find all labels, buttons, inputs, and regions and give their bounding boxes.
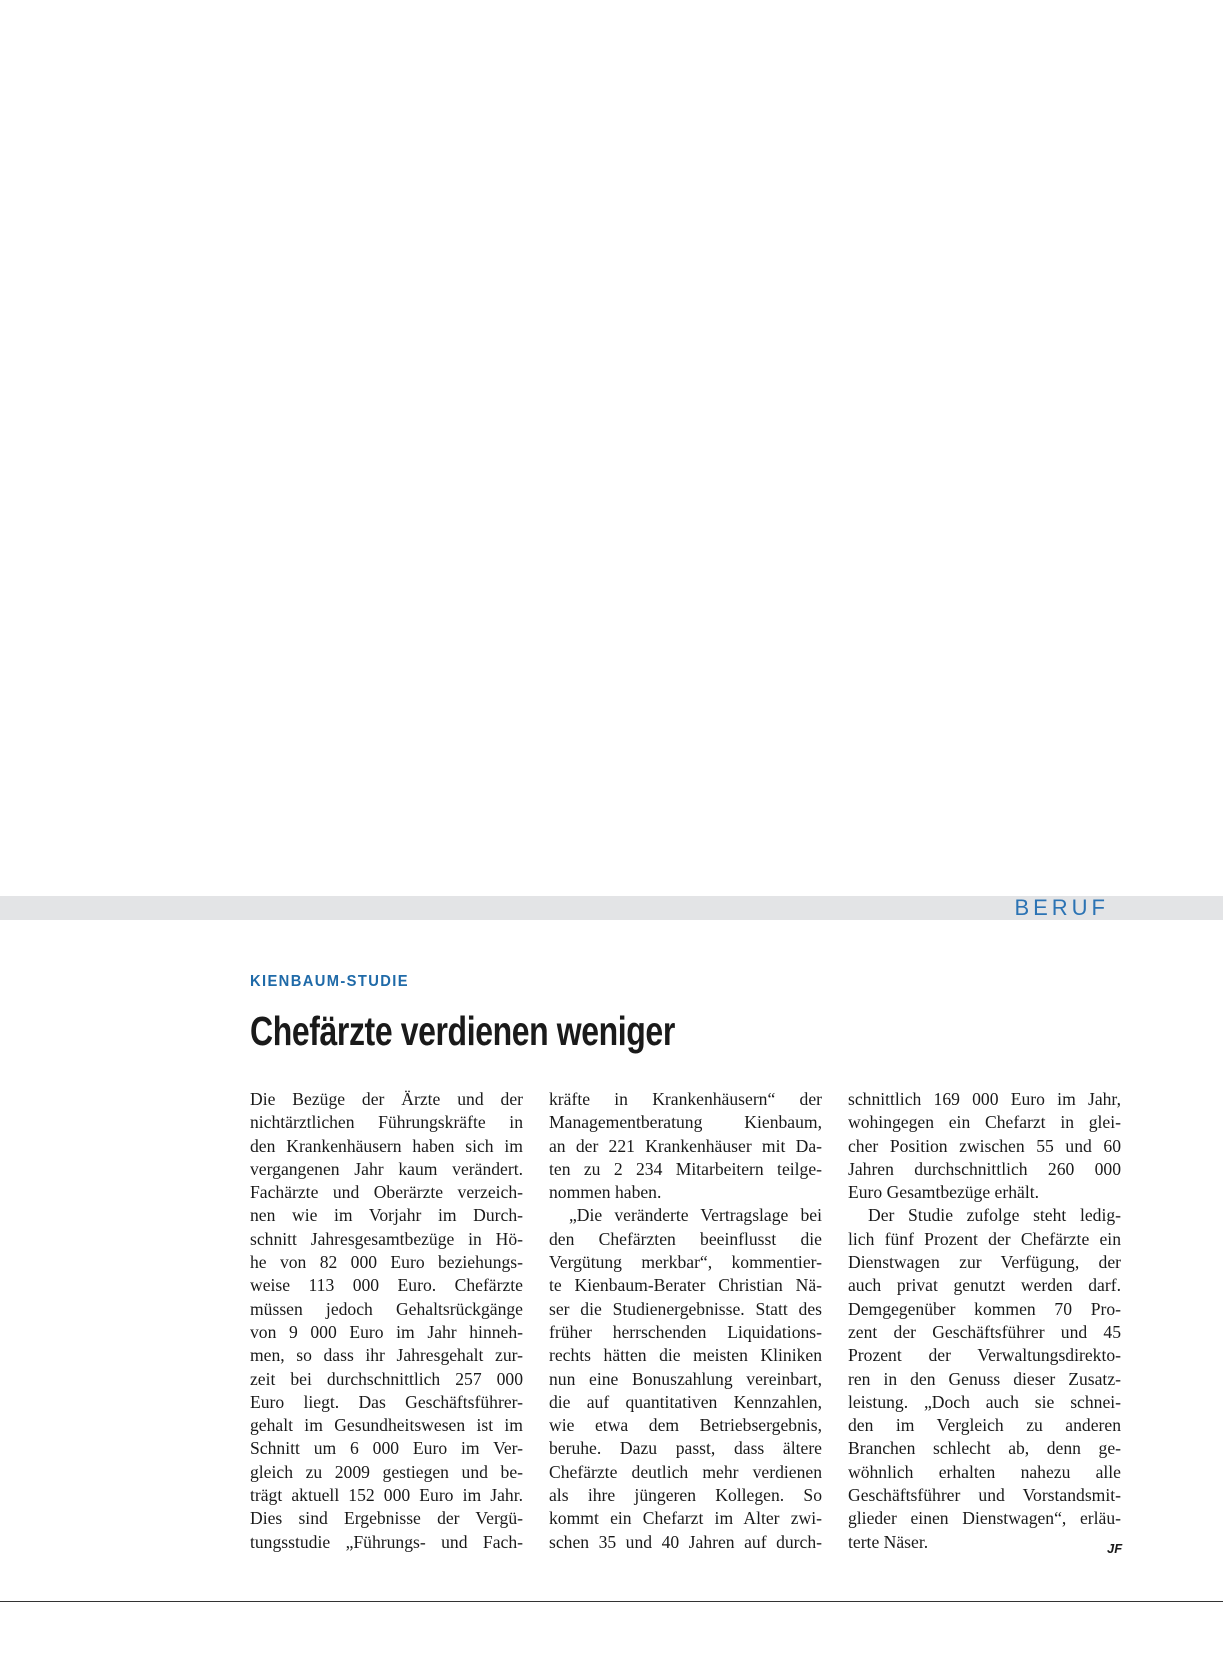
text-line: Prozent der Verwaltungsdirekto- xyxy=(848,1345,1121,1366)
text-line: von 9 000 Euro im Jahr hinneh- xyxy=(250,1321,523,1342)
text-line: trägt aktuell 152 000 Euro im Jahr. xyxy=(250,1485,523,1506)
text-line: Managementberatung Kienbaum, xyxy=(549,1112,822,1133)
text-line: Euro Gesamtbezüge erhält. xyxy=(848,1182,1040,1203)
text-line: ten zu 2 234 Mitarbeitern teilge- xyxy=(549,1158,822,1179)
text-line: rechts hätten die meisten Kliniken xyxy=(549,1345,822,1366)
text-line: leistung. „Doch auch sie schnei- xyxy=(848,1391,1121,1412)
text-line: Der Studie zufolge steht ledig- xyxy=(868,1205,1121,1226)
text-line: ren in den Genuss dieser Zusatz- xyxy=(848,1368,1121,1389)
text-line: den Krankenhäusern haben sich im xyxy=(250,1135,523,1156)
text-line: glieder einen Dienstwagen“, erläu- xyxy=(848,1508,1121,1529)
text-line: schen 35 und 40 Jahren auf durch- xyxy=(549,1531,822,1552)
text-line: cher Position zwischen 55 und 60 xyxy=(848,1135,1121,1156)
text-line: lich fünf Prozent der Chefärzte ein xyxy=(848,1228,1121,1249)
text-line: Chefärzte deutlich mehr verdienen xyxy=(549,1461,822,1482)
text-line: den im Vergleich zu anderen xyxy=(848,1415,1121,1436)
text-line: zent der Geschäftsführer und 45 xyxy=(848,1321,1121,1342)
text-line: nun eine Bonuszahlung vereinbart, xyxy=(549,1368,822,1389)
text-line: früher herrschenden Liquidations- xyxy=(549,1321,822,1342)
text-line: terte Näser. xyxy=(848,1531,929,1552)
text-line: weise 113 000 Euro. Chefärzte xyxy=(250,1275,523,1296)
text-line: vergangenen Jahr kaum verändert. xyxy=(250,1158,523,1179)
text-line: Vergütung merkbar“, kommentier- xyxy=(549,1252,822,1273)
text-line: gehalt im Gesundheitswesen ist im xyxy=(250,1415,523,1436)
section-label: BERUF xyxy=(1014,895,1109,920)
text-line: beruhe. Dazu passt, dass ältere xyxy=(549,1438,822,1459)
text-line: Dienstwagen zur Verfügung, der xyxy=(848,1252,1121,1273)
text-line: den Chefärzten beeinflusst die xyxy=(549,1228,822,1249)
text-line: zeit bei durchschnittlich 257 000 xyxy=(250,1368,523,1389)
text-line: wohingegen ein Chefarzt in glei- xyxy=(848,1112,1121,1133)
text-line: tungsstudie „Führungs- und Fach- xyxy=(250,1531,523,1552)
text-line: schnittlich 169 000 Euro im Jahr, xyxy=(848,1089,1121,1109)
text-line: gleich zu 2009 gestiegen und be- xyxy=(250,1461,523,1482)
text-line: nommen haben. xyxy=(549,1182,662,1203)
text-line: men, so dass ihr Jahresgehalt zur- xyxy=(250,1345,523,1366)
article-kicker: KIENBAUM-STUDIE xyxy=(250,973,409,990)
text-line: wöhnlich erhalten nahezu alle xyxy=(848,1461,1121,1482)
text-line: als ihre jüngeren Kollegen. So xyxy=(549,1485,822,1506)
text-line: Dies sind Ergebnisse der Vergü- xyxy=(250,1508,523,1529)
text-line: auch privat genutzt werden darf. xyxy=(848,1275,1121,1296)
text-line: Euro liegt. Das Geschäftsführer- xyxy=(250,1391,523,1412)
text-line: ser die Studienergebnisse. Statt des xyxy=(549,1298,822,1319)
article-headline: Chefärzte verdienen weniger xyxy=(250,1008,675,1054)
text-line: Die Bezüge der Ärzte und der xyxy=(250,1089,523,1109)
text-line: kräfte in Krankenhäusern“ der xyxy=(549,1089,822,1109)
text-line: Jahren durchschnittlich 260 000 xyxy=(848,1158,1121,1179)
text-line: schnitt Jahresgesamtbezüge in Hö- xyxy=(250,1228,523,1249)
text-line: nen wie im Vorjahr im Durch- xyxy=(250,1205,523,1226)
text-line: nichtärztlichen Führungskräfte in xyxy=(250,1112,523,1133)
text-line: wie etwa dem Betriebsergebnis, xyxy=(549,1415,822,1436)
article-column-3 xyxy=(848,1088,1121,1554)
author-initials: JF xyxy=(1107,1541,1123,1556)
text-line: Geschäftsführer und Vorstandsmit- xyxy=(848,1485,1121,1506)
article-column-1 xyxy=(250,1088,523,1554)
text-line: müssen jedoch Gehaltsrückgänge xyxy=(250,1298,523,1319)
article-column-2 xyxy=(549,1088,822,1554)
text-line: kommt ein Chefarzt im Alter zwi- xyxy=(549,1508,822,1529)
text-line: an der 221 Krankenhäuser mit Da- xyxy=(549,1135,822,1156)
bottom-rule xyxy=(0,1601,1223,1602)
text-line: Schnitt um 6 000 Euro im Ver- xyxy=(250,1438,523,1459)
text-line: Branchen schlecht ab, denn ge- xyxy=(848,1438,1121,1459)
text-line: „Die veränderte Vertragslage bei xyxy=(569,1205,822,1226)
text-line: Fachärzte und Oberärzte verzeich- xyxy=(250,1182,523,1203)
text-line: he von 82 000 Euro beziehungs- xyxy=(250,1252,523,1273)
text-line: Demgegenüber kommen 70 Pro- xyxy=(848,1298,1121,1319)
text-line: die auf quantitativen Kennzahlen, xyxy=(549,1391,822,1412)
text-line: te Kienbaum-Berater Christian Nä- xyxy=(549,1275,822,1296)
